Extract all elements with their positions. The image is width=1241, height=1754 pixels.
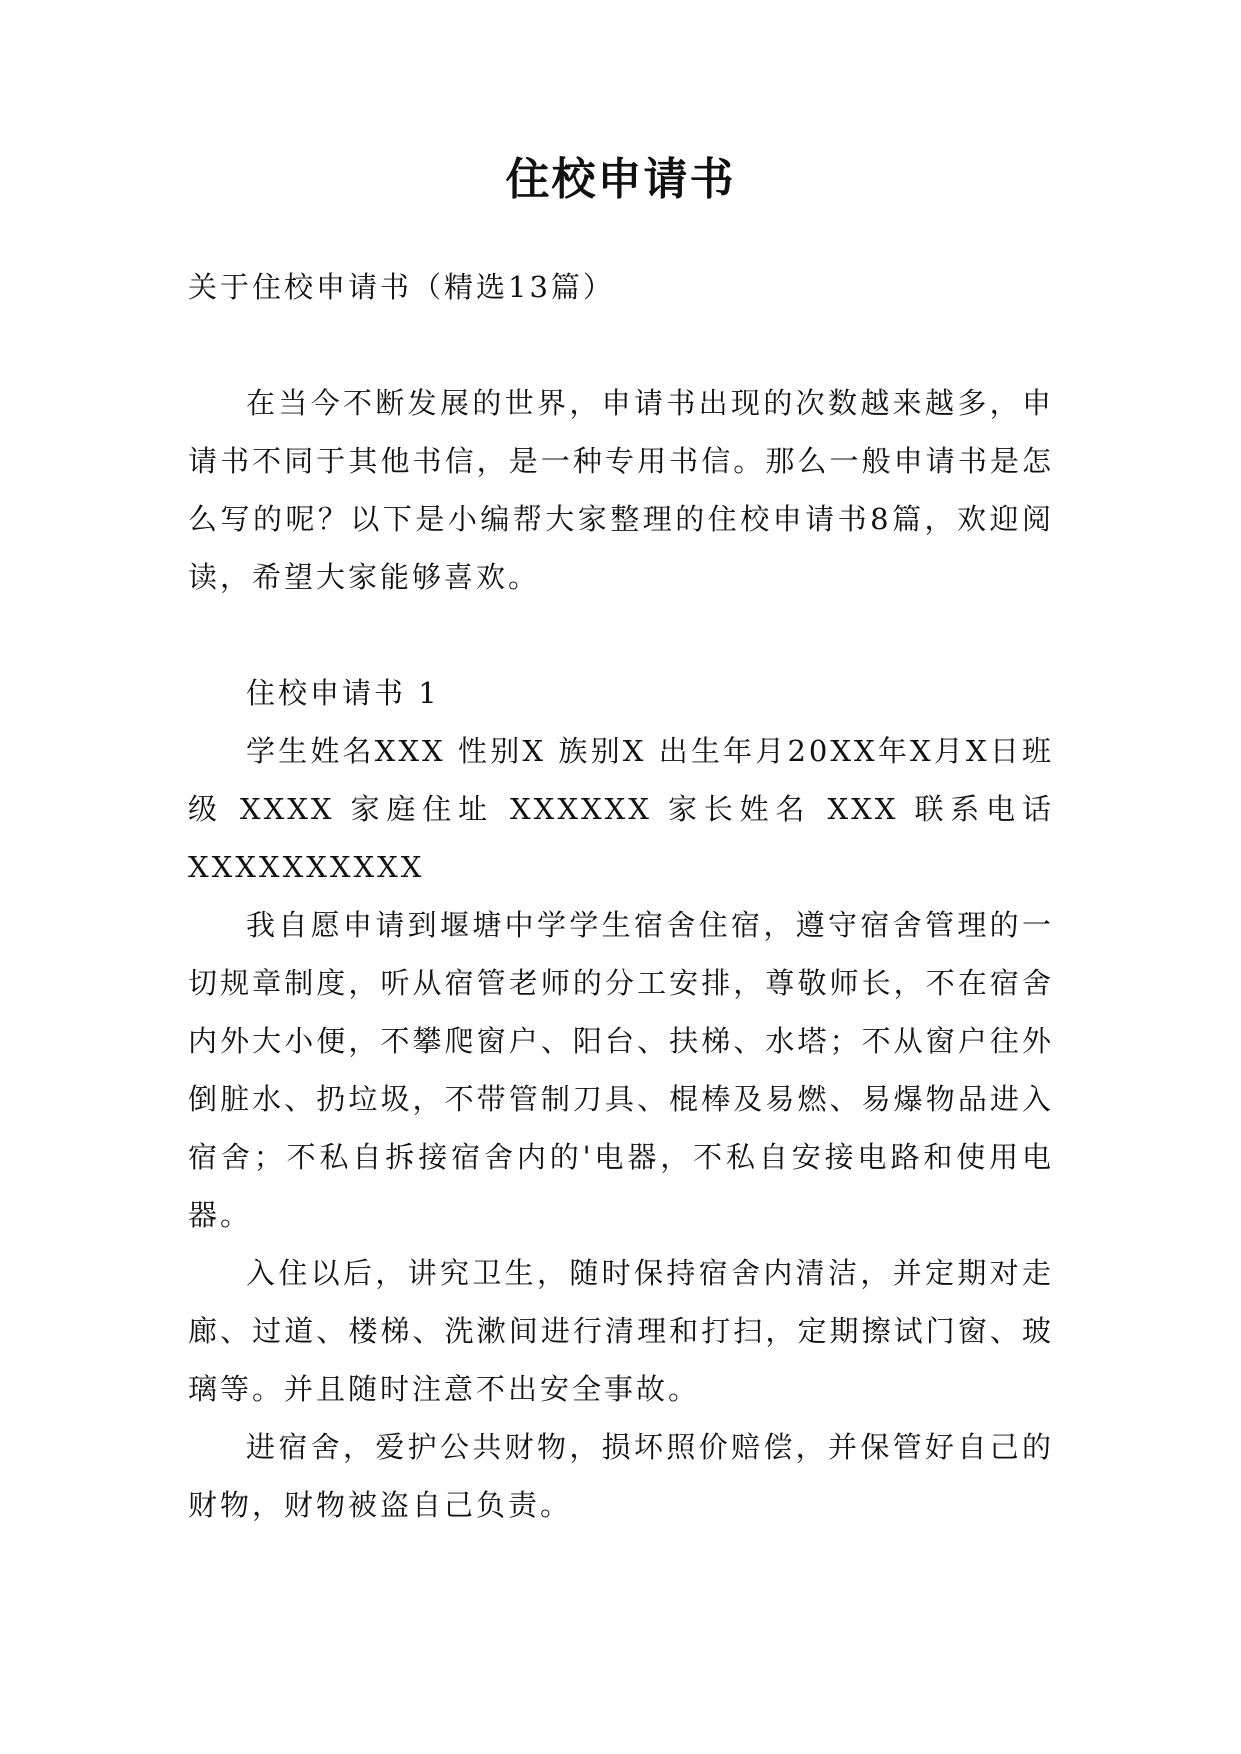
document-title: 住校申请书: [505, 154, 736, 205]
spacer: [188, 316, 1054, 374]
spacer: [188, 606, 1054, 664]
document-subtitle: 关于住校申请书（精选13篇）: [188, 270, 615, 304]
student-info-paragraph: 学生姓名XXX 性别X 族别X 出生年月20XX年X月X日班级 XXXX 家庭住址 XXXXXX 家长姓名 XXX 联系电话XXXXXXXXXX: [188, 734, 1054, 884]
section-heading: 住校申请书 1: [246, 676, 440, 710]
property-paragraph: 进宿舍，爱护公共财物，损坏照价赔偿，并保管好自己的财物，财物被盗自己负责。: [188, 1430, 1054, 1522]
pledge-paragraph: 我自愿申请到堰塘中学学生宿舍住宿，遵守宿舍管理的一切规章制度，听从宿管老师的分工安排，尊敬师长，不在宿舍内外大小便，不攀爬窗户、阳台、扶梯、水塔；不从窗户往外倒脏水、扔垃圾，不带管制刀具、棍棒及易燃、易爆物品进入宿舍；不私自拆接宿舍内的'电器，不私自安接电路和使用电器。: [188, 908, 1054, 1232]
document-body: [188, 258, 1054, 1534]
intro-paragraph: 在当今不断发展的世界，申请书出现的次数越来越多，申请书不同于其他书信，是一种专用书信。那么一般申请书是怎么写的呢？以下是小编帮大家整理的住校申请书8篇，欢迎阅读，希望大家能够喜欢。: [188, 386, 1054, 594]
hygiene-paragraph: 入住以后，讲究卫生，随时保持宿舍内清洁，并定期对走廊、过道、楼梯、洗漱间进行清理和打扫，定期擦试门窗、玻璃等。并且随时注意不出安全事故。: [188, 1256, 1054, 1406]
